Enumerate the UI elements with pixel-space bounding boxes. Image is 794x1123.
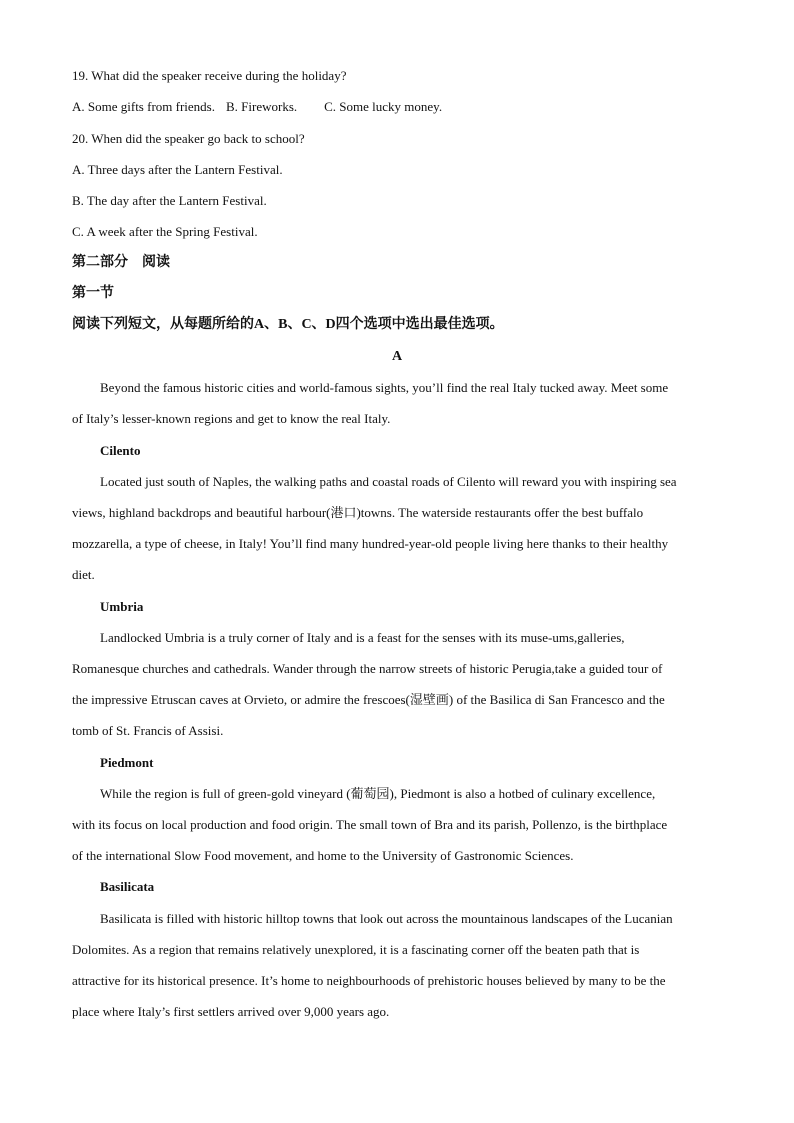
paragraph-line: of the international Slow Food movement, and home to the University of Gastronomic Sciences. xyxy=(72,848,574,863)
paragraph-line: While the region is full of green-gold vineyard (葡萄园), Piedmont is also a hotbed of culinary excellence, xyxy=(100,786,656,801)
paragraph-line: the impressive Etruscan caves at Orvieto, or admire the frescoes(湿壁画) of the Basilica di San Francesco and the xyxy=(72,692,665,707)
intro-line: Beyond the famous historic cities and world-famous sights, you’ll find the real Italy tucked away. Meet some xyxy=(100,380,669,395)
q19-option-c: C. Some lucky money. xyxy=(324,99,443,114)
region-heading-cilento: Cilento xyxy=(100,443,141,458)
region-heading-piedmont: Piedmont xyxy=(100,755,154,770)
q19-question: 19. What did the speaker receive during the holiday? xyxy=(72,68,347,83)
q20-question: 20. When did the speaker go back to school? xyxy=(72,131,305,146)
q20-option-a: A. Three days after the Lantern Festival. xyxy=(72,162,283,177)
paragraph-line: diet. xyxy=(72,567,95,582)
part-title: 第二部分 阅读 xyxy=(72,255,170,270)
q19-options xyxy=(72,98,442,116)
paragraph-line: Romanesque churches and cathedrals. Wander through the narrow streets of historic Perugia,take a guided tour of xyxy=(72,661,663,676)
instruction-text: 阅读下列短文，从每题所给的A、B、C、D四个选项中选出最佳选项。 xyxy=(72,317,504,332)
q19-option-a: A. Some gifts from friends. xyxy=(72,99,215,114)
section-title: 第一节 xyxy=(72,286,114,301)
paragraph-line: Located just south of Naples, the walking paths and coastal roads of Cilento will reward you with inspiring sea xyxy=(100,474,677,489)
paragraph-line: Landlocked Umbria is a truly corner of Italy and is a feast for the senses with its muse-ums,galleries, xyxy=(100,630,625,645)
paragraph-line: place where Italy’s first settlers arrived over 9,000 years ago. xyxy=(72,1004,390,1019)
region-heading-umbria: Umbria xyxy=(100,599,144,614)
q20-option-c: C. A week after the Spring Festival. xyxy=(72,224,258,239)
paragraph-line: mozzarella, a type of cheese, in Italy! You’ll find many hundred-year-old people living here thanks to their healthy xyxy=(72,536,669,551)
region-heading-basilicata: Basilicata xyxy=(100,879,155,894)
q20-option-b: B. The day after the Lantern Festival. xyxy=(72,193,267,208)
intro-line: of Italy’s lesser-known regions and get to know the real Italy. xyxy=(72,411,391,426)
paragraph-line: views, highland backdrops and beautiful harbour(港口)towns. The waterside restaurants offer the best buffalo xyxy=(72,505,644,520)
paragraph-line: tomb of St. Francis of Assisi. xyxy=(72,723,224,738)
q19-option-b: B. Fireworks. xyxy=(225,99,298,114)
passage-label: A xyxy=(391,349,403,364)
paragraph-line: attractive for its historical presence. It’s home to neighbourhoods of prehistoric houses believed by many to be the xyxy=(72,973,666,988)
paragraph-line: with its focus on local production and food origin. The small town of Bra and its parish, Pollenzo, is the birthplace xyxy=(72,817,668,832)
paragraph-line: Dolomites. As a region that remains relatively unexplored, it is a fascinating corner off the beaten path that is xyxy=(72,942,640,957)
paragraph-line: Basilicata is filled with historic hilltop towns that look out across the mountainous landscapes of the Lucanian xyxy=(100,911,673,926)
